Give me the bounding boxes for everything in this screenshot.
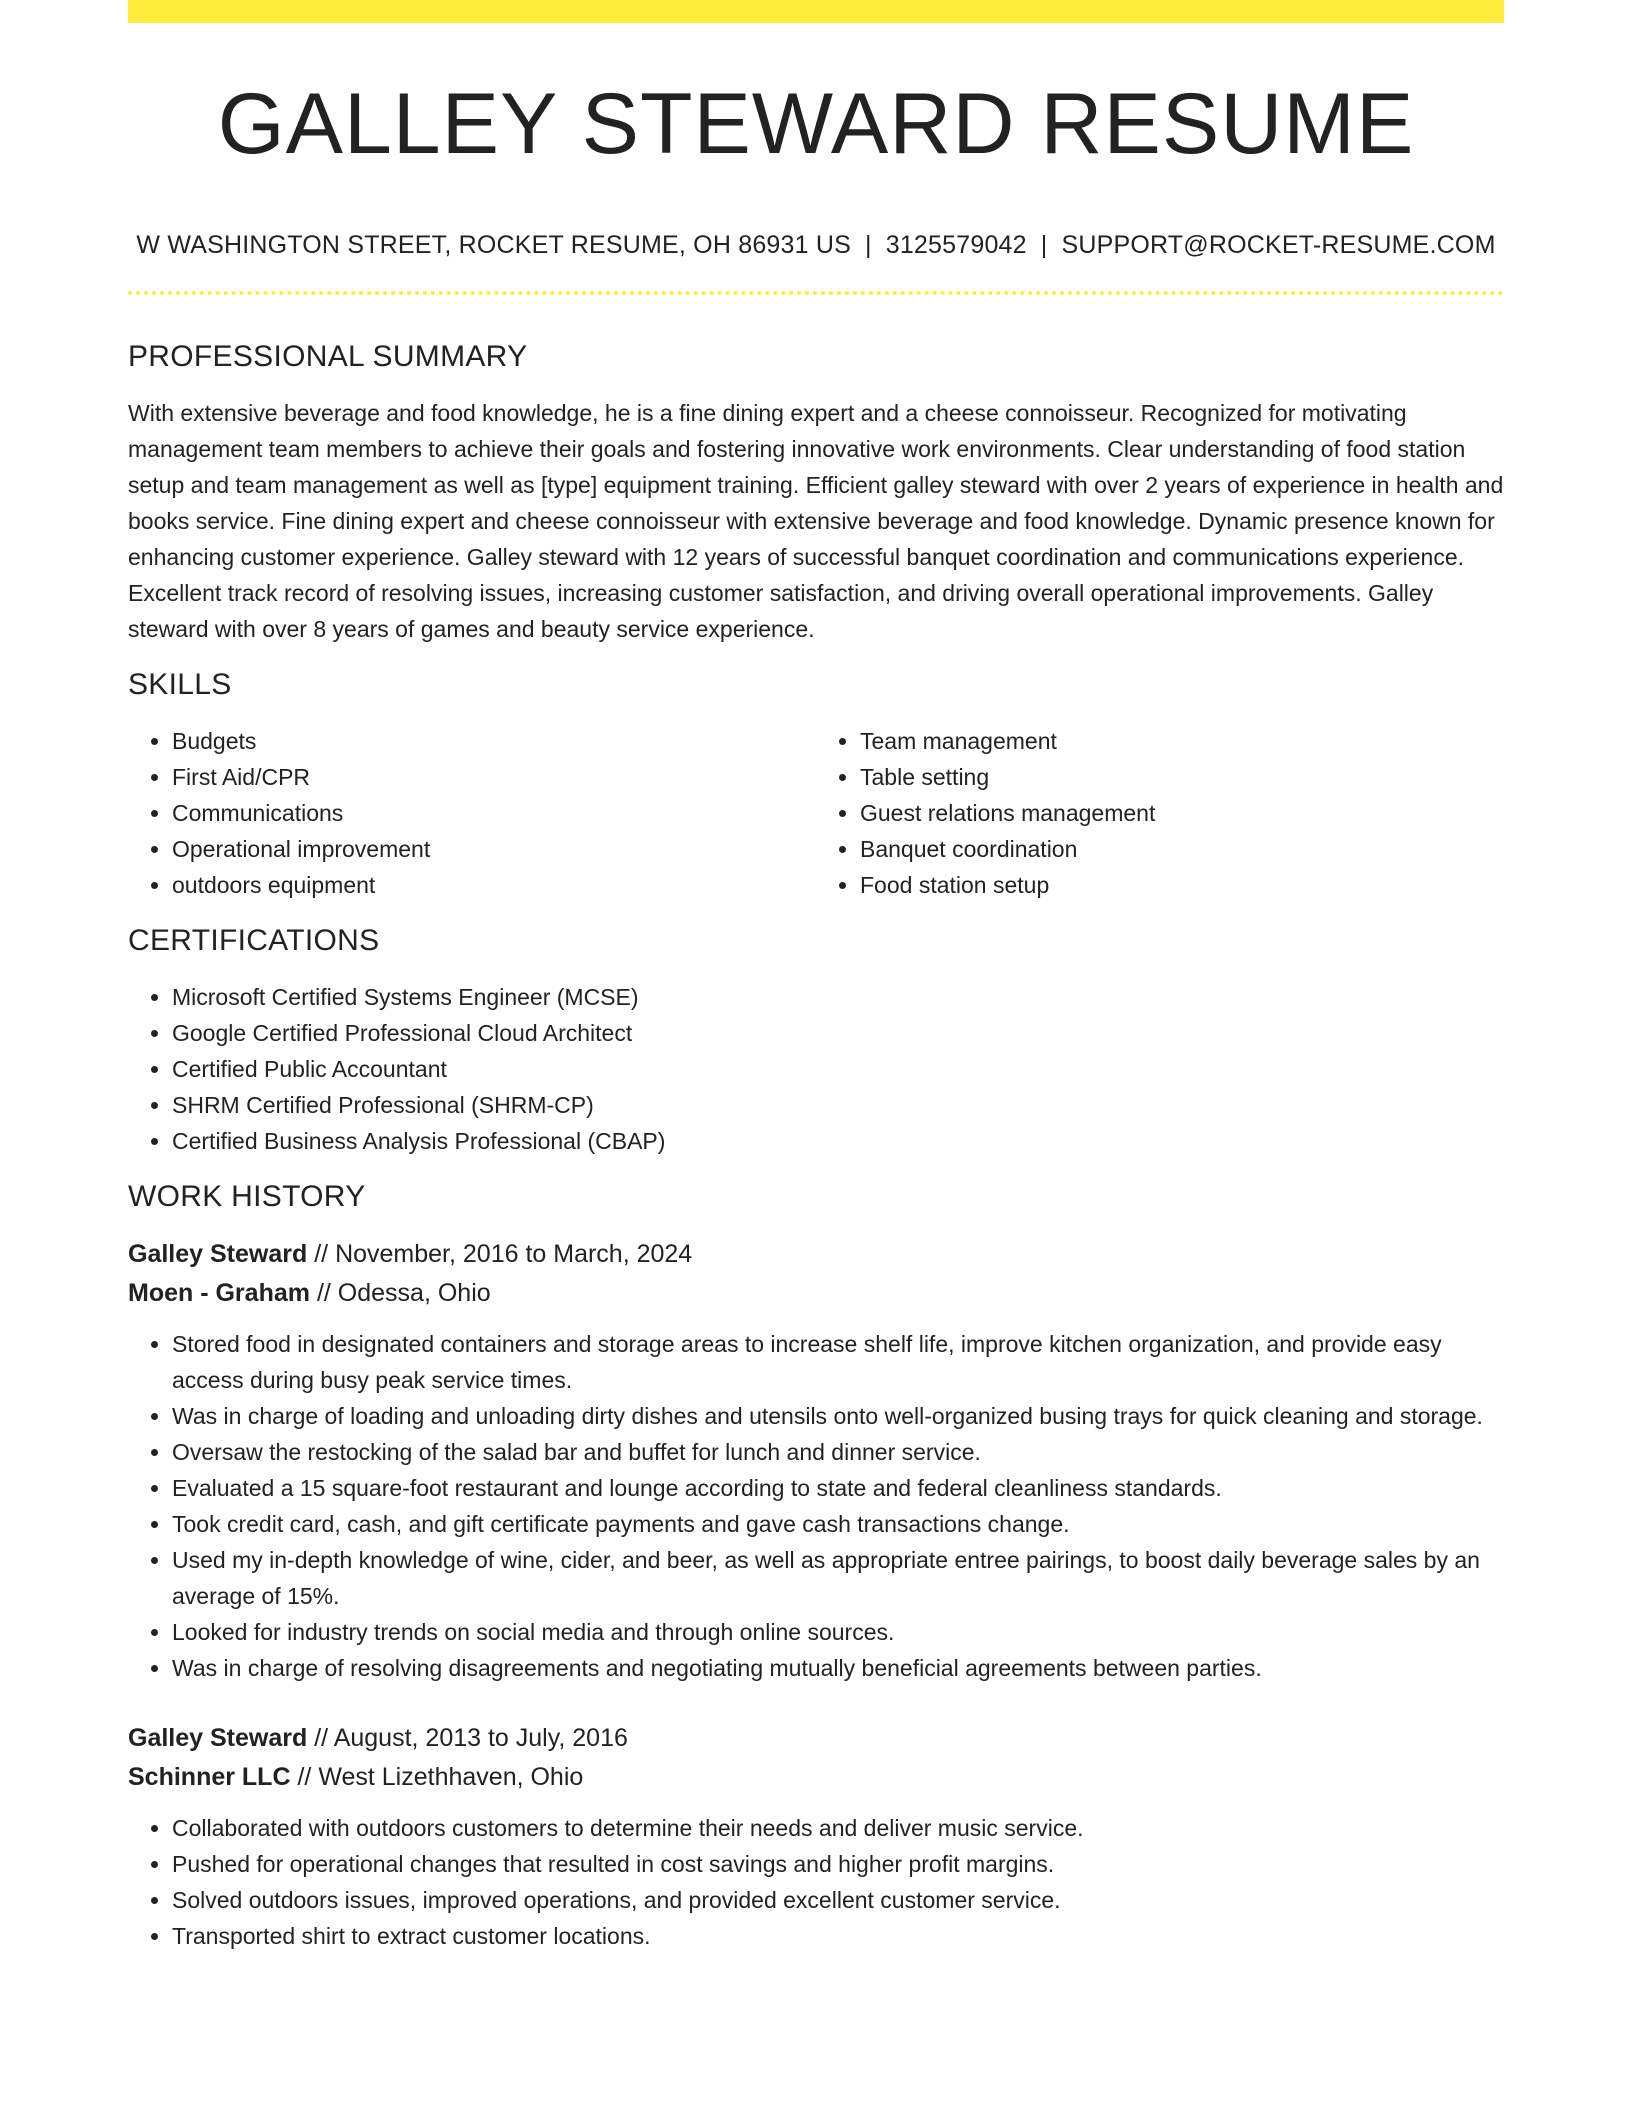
separator: // xyxy=(316,1279,331,1307)
certifications-heading: CERTIFICATIONS xyxy=(128,924,380,957)
job-bullet: • Pushed for operational changes that resulted in cost savings and higher profit margins. xyxy=(172,1846,1504,1882)
dotted-divider xyxy=(128,291,1504,295)
separator: | xyxy=(865,231,872,259)
skill-item: • Communications xyxy=(172,795,816,831)
certification-item: • SHRM Certified Professional (SHRM-CP) xyxy=(172,1087,1504,1123)
certification-item: • Microsoft Certified Systems Engineer (MCSE) xyxy=(172,979,1504,1015)
job-bullet: • Was in charge of resolving disagreements and negotiating mutually beneficial agreements between parties. xyxy=(172,1650,1504,1686)
summary-text: With extensive beverage and food knowledge, he is a fine dining expert and a cheese connoisseur. Recognized for motivating management team members to achieve their goals and fostering innovative work environments. Clear understanding of food station setup and team management as well as [type] equipment training. Efficient galley steward with over 2 years of experience in health and books service. Fine dining expert and cheese connoisseur with extensive beverage and food knowledge. Dynamic presence known for enhancing customer experience. Galley steward with 12 years of successful banquet coordination and communications experience. Excellent track record of resolving issues, increasing customer satisfaction, and driving overall operational improvements. Galley steward with over 8 years of games and beauty service experience. xyxy=(128,400,1504,642)
phone: 3125579042 xyxy=(885,231,1027,259)
job-dates: November, 2016 to March, 2024 xyxy=(335,1240,693,1268)
job-bullets xyxy=(128,1810,1504,1954)
job-location: West Lizethhaven, Ohio xyxy=(318,1763,584,1791)
top-accent-bar xyxy=(128,0,1504,23)
job-bullet: • Stored food in designated containers and storage areas to increase shelf life, improve kitchen organization, and provide easy access during busy peak service times. xyxy=(172,1326,1504,1398)
job-bullet: • Used my in-depth knowledge of wine, cider, and beer, as well as appropriate entree pairings, to boost daily beverage sales by an average of 15%. xyxy=(172,1542,1504,1614)
company-name: Moen - Graham xyxy=(128,1279,310,1307)
certification-item: • Certified Business Analysis Professional (CBAP) xyxy=(172,1123,1504,1159)
job-title: Galley Steward xyxy=(128,1724,308,1752)
job-bullet: • Evaluated a 15 square-foot restaurant and lounge according to state and federal cleanliness standards. xyxy=(172,1470,1504,1506)
skill-item: • Table setting xyxy=(860,759,1504,795)
job-entry xyxy=(128,1719,1504,1954)
separator: | xyxy=(1040,231,1048,259)
job-bullet: • Oversaw the restocking of the salad bar and buffet for lunch and dinner service. xyxy=(172,1434,1504,1470)
skill-item: • Budgets xyxy=(172,723,816,759)
address: W WASHINGTON STREET, ROCKET RESUME, OH 86931 US xyxy=(136,231,852,259)
resume-page xyxy=(128,0,1504,1954)
separator: // xyxy=(314,1240,329,1268)
job-location: Odessa, Ohio xyxy=(337,1279,491,1307)
skill-item: • Team management xyxy=(860,723,1504,759)
skills-heading: SKILLS xyxy=(128,668,232,701)
job-bullet: • Collaborated with outdoors customers to determine their needs and deliver music service. xyxy=(172,1810,1504,1846)
job-title: Galley Steward xyxy=(128,1240,308,1268)
job-bullet: • Solved outdoors issues, improved operations, and provided excellent customer service. xyxy=(172,1882,1504,1918)
skill-item: • Food station setup xyxy=(860,867,1504,903)
summary-heading: PROFESSIONAL SUMMARY xyxy=(128,340,528,373)
skill-item: • Operational improvement xyxy=(172,831,816,867)
work-history-heading: WORK HISTORY xyxy=(128,1180,366,1213)
job-bullet: • Took credit card, cash, and gift certificate payments and gave cash transactions change. xyxy=(172,1506,1504,1542)
contact-line xyxy=(128,231,1504,260)
job-title-line xyxy=(128,1719,1504,1758)
email: SUPPORT@ROCKET-RESUME.COM xyxy=(1061,231,1496,259)
certification-item: • Google Certified Professional Cloud Architect xyxy=(172,1015,1504,1051)
skills-grid xyxy=(128,723,1504,903)
skills-right-list xyxy=(816,723,1504,903)
skill-item: • Guest relations management xyxy=(860,795,1504,831)
skill-item: • outdoors equipment xyxy=(172,867,816,903)
job-company-line xyxy=(128,1274,1504,1313)
skill-item: • Banquet coordination xyxy=(860,831,1504,867)
certification-item: • Certified Public Accountant xyxy=(172,1051,1504,1087)
separator: // xyxy=(314,1724,329,1752)
job-bullet: • Was in charge of loading and unloading dirty dishes and utensils onto well-organized busing trays for quick cleaning and storage. xyxy=(172,1398,1504,1434)
job-bullet: • Transported shirt to extract customer locations. xyxy=(172,1918,1504,1954)
job-bullets xyxy=(128,1326,1504,1686)
resume-title: GALLEY STEWARD RESUME xyxy=(217,76,1415,172)
job-company-line xyxy=(128,1758,1504,1797)
certifications-list xyxy=(128,979,1504,1159)
skills-left-list xyxy=(128,723,816,903)
job-dates: August, 2013 to July, 2016 xyxy=(333,1724,628,1752)
separator: // xyxy=(297,1763,312,1791)
company-name: Schinner LLC xyxy=(128,1763,291,1791)
job-bullet: • Looked for industry trends on social media and through online sources. xyxy=(172,1614,1504,1650)
job-entry xyxy=(128,1235,1504,1686)
skill-item: • First Aid/CPR xyxy=(172,759,816,795)
job-title-line xyxy=(128,1235,1504,1274)
